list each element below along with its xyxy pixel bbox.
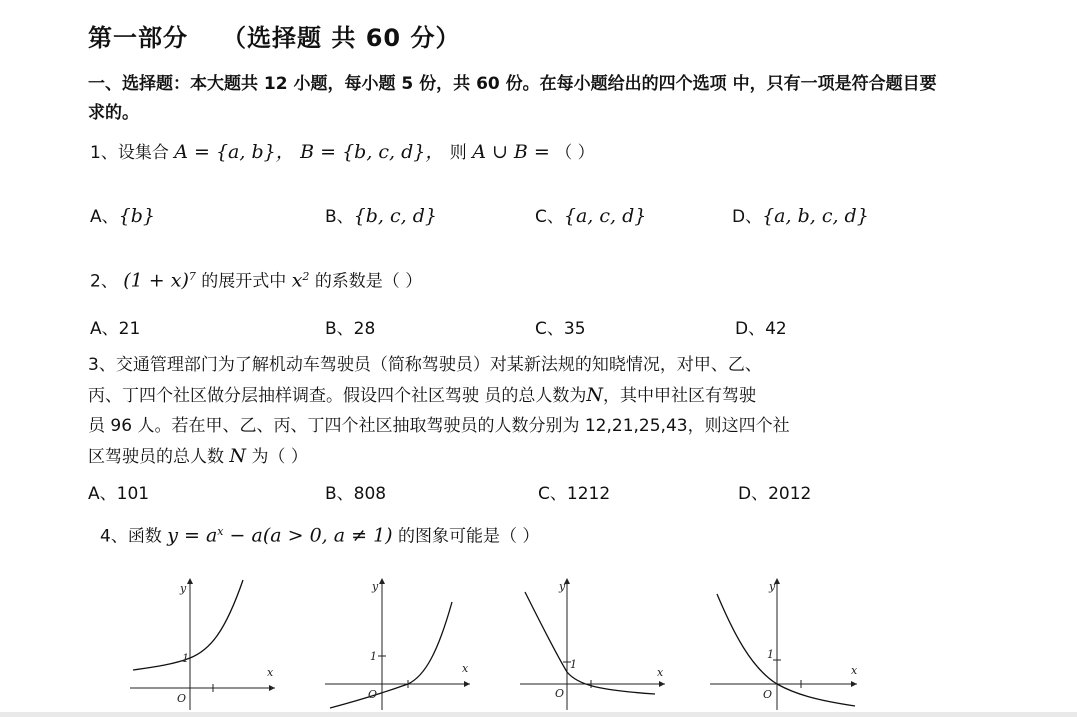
x-label: x <box>851 664 858 677</box>
q1-option-d <box>732 202 869 227</box>
option-label: A、 <box>88 484 117 504</box>
option-text: 101 <box>116 484 150 504</box>
option-text: {b} <box>118 205 155 227</box>
option-label: A、 <box>90 207 119 227</box>
q3-var-n: N <box>229 445 247 467</box>
q1-option-b <box>325 202 437 227</box>
option-label: B、 <box>325 484 354 504</box>
instructions: 一、选择题：本大题共 12 小题，每小题 5 份，共 60 份。在每小题给出的四个选项 中，只有一项是符合题目要求的。 <box>88 74 937 123</box>
q2-expr: (1 + x) <box>123 269 189 292</box>
q3-line-4-text-a: 区驾驶员的总人数 <box>88 447 224 467</box>
y-label: y <box>372 580 379 593</box>
y-axis-arrow <box>379 578 385 584</box>
question-4 <box>100 521 539 548</box>
x-label: x <box>657 666 664 679</box>
q1-blank: （ ） <box>555 143 595 163</box>
origin-label: O <box>368 688 378 701</box>
q3-line-2-text-b: ，其中甲社区有驾驶 <box>603 386 757 406</box>
q3-var-n: N <box>586 384 604 406</box>
option-text: {b, c, d} <box>353 205 437 227</box>
y-label: y <box>559 580 566 593</box>
section-title-sub: （选择题 共 60 分） <box>222 24 461 52</box>
q4-prefix: 4、函数 <box>100 526 162 547</box>
x-axis-arrow <box>659 681 665 687</box>
q1-then: 则 <box>449 143 467 163</box>
option-label: B、 <box>325 319 354 339</box>
curve <box>525 592 655 694</box>
q4-graph-d <box>705 572 865 712</box>
q1-set-a: A = {a, b}， <box>174 141 295 163</box>
question-2 <box>90 266 422 293</box>
option-label: C、 <box>535 207 564 227</box>
x-axis-arrow <box>851 681 857 687</box>
one-label: 1 <box>767 648 774 661</box>
page-bottom-edge <box>0 712 1077 717</box>
q3-line-4 <box>88 441 938 472</box>
option-label: A、 <box>90 319 119 339</box>
one-label: 1 <box>570 658 577 671</box>
option-text: 808 <box>353 484 387 504</box>
q4-graph-c <box>515 572 675 712</box>
option-text: {a, b, c, d} <box>762 205 869 227</box>
graph-d-svg <box>705 572 865 712</box>
q2-option-d <box>735 314 787 339</box>
q2-power: 7 <box>188 270 196 283</box>
option-label: C、 <box>538 484 567 504</box>
q3-option-c <box>538 479 610 504</box>
q4-expr-power: x <box>217 525 224 538</box>
q2-suffix: 的系数是（ ） <box>314 271 423 292</box>
q3-line-4-text-b: 为（ ） <box>251 447 308 467</box>
option-label: D、 <box>735 319 766 339</box>
curve <box>330 602 452 708</box>
q2-option-b <box>325 314 375 339</box>
origin-label: O <box>555 687 565 700</box>
graph-a-svg <box>125 572 285 712</box>
graph-b-svg <box>320 572 480 712</box>
q2-option-a <box>90 314 140 339</box>
q3-line-2 <box>88 380 938 411</box>
question-1 <box>90 141 595 164</box>
section-title-part: 第一部分 <box>88 24 188 52</box>
q4-graph-a <box>125 572 285 712</box>
x-axis-arrow <box>269 685 275 691</box>
graph-c-svg <box>515 572 675 712</box>
option-text: 42 <box>765 319 787 339</box>
q1-prefix: 1、设集合 <box>90 143 169 163</box>
option-text: 21 <box>118 319 141 339</box>
x-axis-arrow <box>464 681 470 687</box>
option-text: 1212 <box>566 484 611 504</box>
q1-expr: A ∪ B = <box>472 141 550 163</box>
origin-label: O <box>763 688 773 701</box>
q4-expr-b: − a(a > 0, a ≠ 1) <box>223 524 393 547</box>
q3-line-2-text-a: 丙、丁四个社区做分层抽样调查。假设四个社区驾驶 员的总人数为 <box>88 386 587 406</box>
q1-option-a <box>90 202 155 227</box>
q2-var-power: 2 <box>302 270 310 283</box>
x-label: x <box>462 662 469 675</box>
q4-expr-a: y = a <box>167 524 218 547</box>
q4-graph-b <box>320 572 480 712</box>
option-text: 28 <box>353 319 376 339</box>
q2-mid: 的展开式中 <box>201 271 287 292</box>
curve <box>717 594 855 706</box>
origin-label: O <box>177 692 187 705</box>
q1-option-c <box>535 202 646 227</box>
option-label: B、 <box>325 207 354 227</box>
y-axis-arrow <box>187 578 193 584</box>
option-label: C、 <box>535 319 564 339</box>
section-title <box>88 18 460 53</box>
one-label: 1 <box>182 652 189 665</box>
y-label: y <box>769 580 776 593</box>
option-label: D、 <box>732 207 763 227</box>
q2-var: x <box>291 269 303 292</box>
q4-suffix: 的图象可能是（ ） <box>397 526 540 547</box>
question-3 <box>88 350 938 472</box>
option-text: 35 <box>563 319 586 339</box>
x-label: x <box>267 666 274 679</box>
q2-prefix: 2、 <box>90 271 118 292</box>
q2-option-c <box>535 314 586 339</box>
q3-option-a <box>88 479 149 504</box>
q3-line-1: 3、交通管理部门为了解机动车驾驶员（简称驾驶员）对某新法规的知晓情况，对甲、乙、 <box>88 355 762 375</box>
y-label: y <box>180 582 187 595</box>
q3-option-b <box>325 479 386 504</box>
option-text: {a, c, d} <box>563 205 647 227</box>
option-text: 2012 <box>768 484 812 504</box>
q3-option-d <box>738 479 811 504</box>
q1-set-b: B = {b, c, d}， <box>300 141 445 163</box>
q3-line-3: 员 96 人。若在甲、乙、丙、丁四个社区抽取驾驶员的人数分别为 12,21,25,43，则这四个社 <box>88 416 790 436</box>
option-label: D、 <box>738 484 769 504</box>
one-label: 1 <box>370 650 377 663</box>
